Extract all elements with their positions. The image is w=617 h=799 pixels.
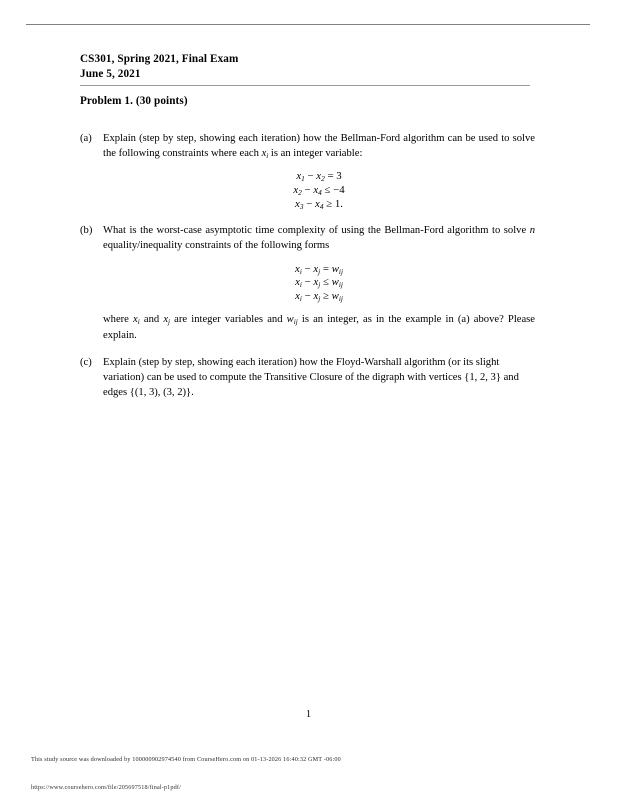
eq-a3-var2: x (315, 197, 320, 210)
eq-b3-rhs-sub: ij (338, 293, 343, 303)
eq-b2-rhs-sub: ij (338, 280, 343, 290)
eq-b3-sub1: i (299, 293, 302, 303)
eq-b2-var2: x (313, 276, 319, 289)
top-horizontal-rule (26, 24, 590, 25)
eq-a3-rhs: 1. (334, 197, 343, 210)
eq-a2-relation: ≤ (324, 184, 331, 196)
eq-b1-relation-wrap (320, 263, 332, 275)
eq-a2-relation-wrap (322, 184, 333, 196)
item-b-trail-var-xi (133, 314, 140, 325)
eq-b3-relation-wrap (320, 290, 331, 302)
eq-b1-var1: x (295, 262, 300, 275)
eq-b2-var1: x (295, 276, 300, 289)
item-label-b: (b) (80, 225, 93, 237)
problem-body (80, 131, 535, 412)
eq-b2-relation-wrap (320, 276, 331, 288)
eq-b3-rhs-var: w (331, 289, 339, 302)
coursehero-source-url[interactable]: https://www.coursehero.com/file/205697518/final-p1pdf/ (31, 784, 181, 791)
eq-a3-relation-wrap (323, 198, 334, 210)
exam-header (80, 52, 535, 107)
item-b-trail-v2: x (163, 314, 169, 326)
eq-b3-minus: − (301, 289, 314, 302)
item-b-trail-v3: w (286, 314, 294, 326)
item-b-inline-variable-n: n (529, 225, 535, 237)
eq-a2-sub1: 2 (298, 188, 302, 198)
item-b-trail-v1: x (133, 314, 138, 326)
item-c-vertex-set: {1, 2, 3} (464, 371, 501, 383)
eq-b1-relation: = (322, 262, 329, 275)
course-title: CS301, Spring 2021, Final Exam (80, 53, 239, 65)
eq-a1-minus: − (304, 170, 317, 183)
eq-a3-sub1: 3 (299, 201, 304, 211)
item-b-trail-p4: is an integer, as in the example in (a) above? Please explain. (103, 314, 535, 341)
eq-b2-sub2: j (318, 280, 321, 290)
inline-var-x: x (261, 148, 267, 160)
eq-b2-minus: − (301, 276, 314, 289)
eq-b3-var2: x (313, 289, 319, 302)
eq-b1-var2: x (313, 262, 319, 275)
eq-b1-minus: − (301, 262, 314, 275)
item-c-edge-set: {(1, 3), (3, 2)} (129, 387, 192, 399)
item-b-trailing-text (103, 312, 535, 342)
item-label-a: (a) (80, 133, 92, 144)
item-b-trail-var-wij (287, 314, 298, 325)
eq-a2-var1: x (293, 184, 299, 196)
header-divider-rule (80, 85, 530, 86)
equation-a-1 (103, 170, 535, 184)
eq-b3-relation: ≥ (322, 289, 329, 302)
eq-b1-sub1: i (299, 266, 302, 276)
equation-b-3 (103, 290, 535, 304)
eq-a3-minus: − (303, 197, 316, 210)
eq-a1-var2: x (316, 170, 322, 183)
eq-b2-rhs-var: w (331, 276, 339, 289)
item-b-trail-p2: and (139, 314, 164, 326)
equation-block-a (103, 170, 535, 211)
eq-a2-var2: x (313, 184, 319, 196)
eq-a1-relation: = (327, 170, 334, 183)
problem-item-a (80, 131, 535, 211)
item-text-c (103, 355, 535, 401)
item-label-c: (c) (80, 356, 92, 368)
eq-a3-var1: x (295, 197, 300, 210)
eq-b1-rhs-var: w (331, 262, 339, 275)
item-b-trail-v3-sub: ij (293, 318, 298, 327)
page-number: 1 (306, 709, 311, 720)
item-b-text-before: What is the worst-case asymptotic time complexity of using the Bellman-Ford algorithm to solve (103, 225, 530, 237)
eq-a1-rhs: 3 (336, 170, 342, 183)
problem-item-b (80, 223, 535, 343)
equation-b-1 (103, 263, 535, 277)
problem-title: Problem 1. (30 points) (80, 95, 188, 107)
item-c-p1: Explain (step by step, showing each iteration) how the Floyd-Warshall algorithm (or its slight variation) can be used to compute the Transitive Closure of the digraph with vertices (103, 356, 500, 383)
eq-a1-sub2: 2 (321, 174, 325, 184)
item-b-trail-v1-sub: i (137, 318, 140, 327)
equation-b-2 (103, 276, 535, 290)
eq-b1-sub2: j (318, 266, 321, 276)
problem-item-c (80, 355, 535, 401)
equation-a-2 (103, 184, 535, 198)
eq-b2-sub1: i (299, 280, 302, 290)
eq-b2-relation: ≤ (322, 276, 329, 289)
item-a-text-after: is an integer variable: (268, 148, 363, 160)
equation-a-3 (103, 198, 535, 212)
eq-a3-sub2: 4 (319, 201, 324, 211)
item-b-trail-p1: where (103, 314, 134, 326)
item-c-p3: . (191, 387, 194, 399)
eq-a1-var1: x (296, 170, 302, 183)
item-c-p2: and edges (103, 371, 519, 399)
item-b-trail-v2-sub: j (168, 318, 171, 327)
exam-date: June 5, 2021 (80, 67, 141, 80)
item-text-a (103, 131, 535, 161)
eq-a2-rhs: −4 (333, 184, 345, 196)
eq-a1-sub1: 1 (301, 174, 305, 184)
eq-b3-sub2: j (318, 293, 321, 303)
eq-b1-rhs-sub: ij (338, 266, 343, 276)
eq-a2-minus: − (301, 184, 314, 196)
item-b-text-after: equality/inequality constraints of the following forms (103, 240, 330, 252)
inline-var-x-subscript: i (266, 152, 269, 161)
item-a-text-before: Explain (step by step, showing each iteration) how the Bellman-Ford algorithm can be used to solve the following constraints where each (103, 133, 535, 160)
eq-a2-sub2: 4 (318, 188, 322, 198)
equation-block-b (103, 263, 535, 304)
item-text-b (103, 223, 535, 253)
eq-a1-relation-wrap (325, 170, 337, 182)
coursehero-download-note: This study source was downloaded by 100000902974540 from CourseHero.com on 01-13-2026 16:40:32 GMT -06:00 (31, 756, 341, 763)
eq-a3-relation: ≥ (326, 197, 333, 210)
item-b-trail-p3: are integer variables and (170, 314, 287, 326)
eq-b3-var1: x (295, 289, 300, 302)
